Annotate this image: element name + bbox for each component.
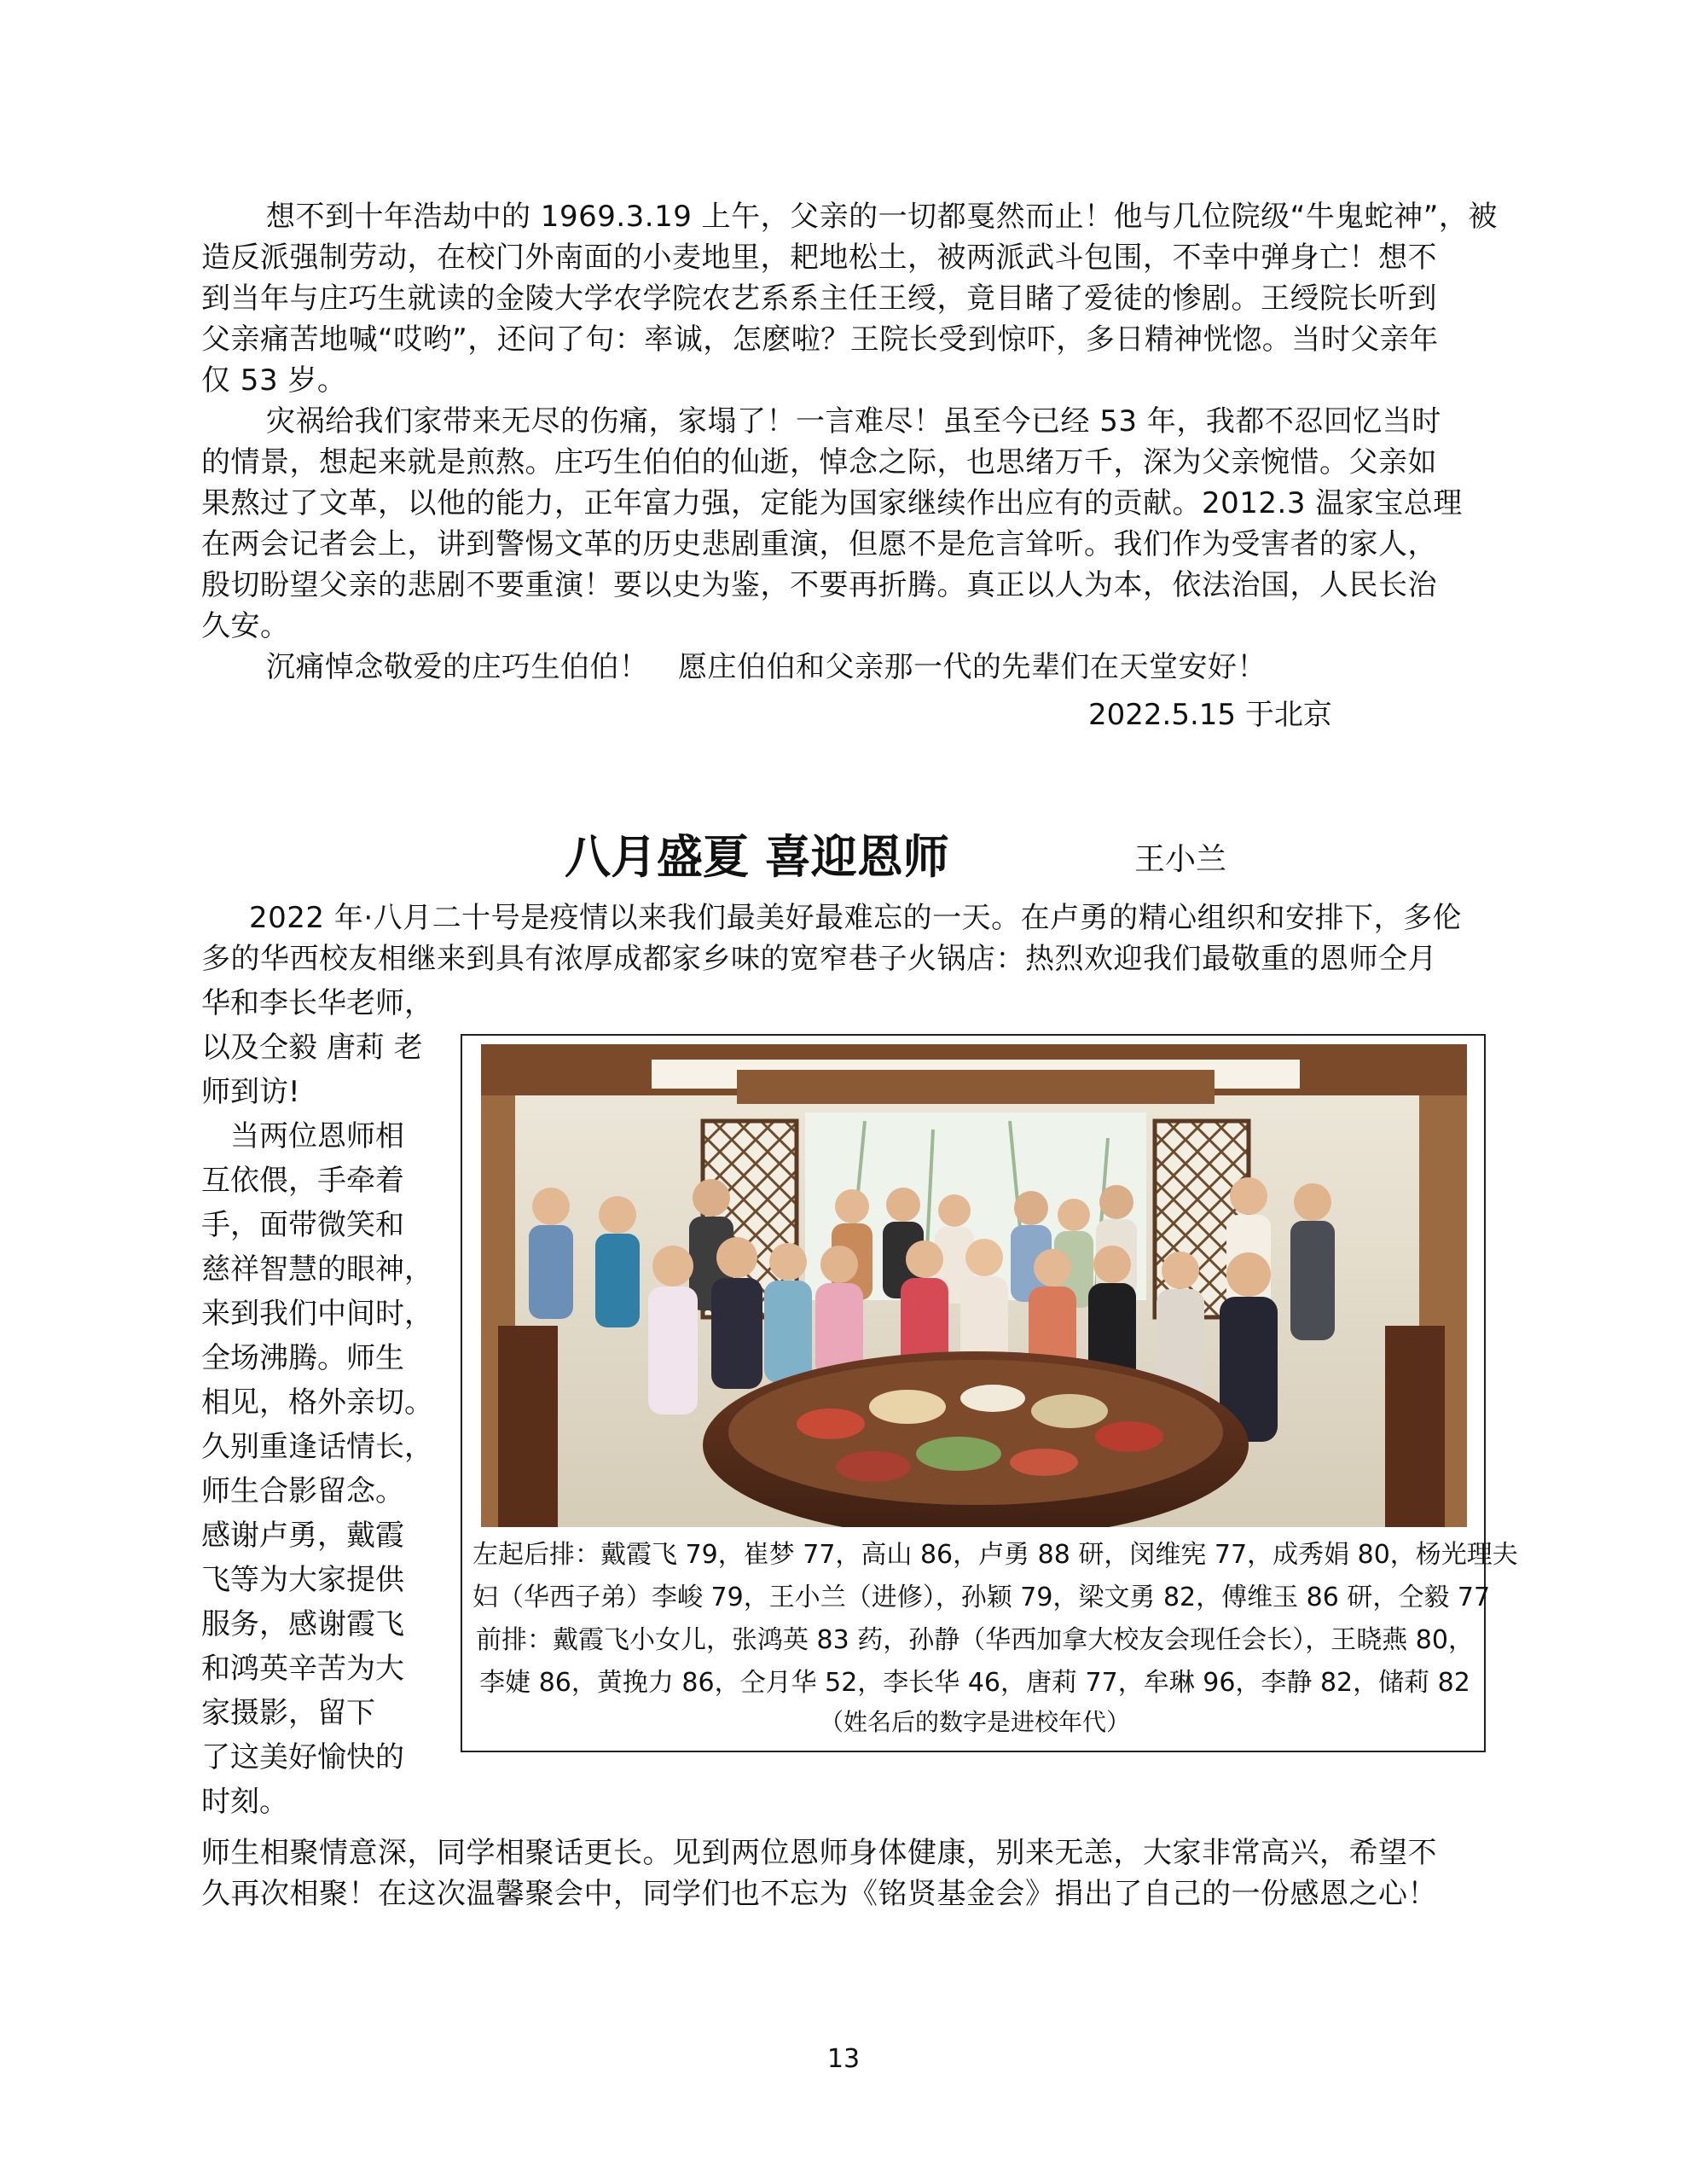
text-line: 沉痛悼念敬爱的庄巧生伯伯！ 愿庄伯伯和父亲那一代的先辈们在天堂安好！ — [266, 650, 1267, 684]
text-line: 师生合影留念。 — [201, 1474, 404, 1508]
photo-caption-line: 妇（华西子弟）李峻 79，王小兰（进修），孙颖 79，梁文勇 82，傅维玉 86 研，仝毅 77 — [472, 1583, 1491, 1612]
photo-caption-line: 左起后排：戴霞飞 79，崔梦 77，高山 86，卢勇 88 研，闵维宪 77，成秀娟 80，杨光理夫 — [472, 1540, 1518, 1570]
text-line: 想不到十年浩劫中的 1969.3.19 上午，父亲的一切都戛然而止！他与几位院级“牛鬼蛇神”，被 — [266, 200, 1498, 234]
text-line: 以及仝毅 唐莉 老 — [201, 1031, 423, 1065]
article-author: 王小兰 — [1134, 842, 1227, 877]
article1-paragraph-1 — [201, 196, 1498, 401]
text-line: 服务，感谢霞飞 — [201, 1607, 404, 1641]
page-number: 13 — [826, 2044, 861, 2074]
text-line: 全场沸腾。师生 — [201, 1341, 404, 1375]
text-line: 了这美好愉快的 — [201, 1740, 404, 1774]
text-line: 师生相聚情意深，同学相聚话更长。见到两位恩师身体健康，别来无恙，大家非常高兴，希望不 — [201, 1836, 1437, 1870]
text-line: 和鸿英辛苦为大 — [201, 1652, 404, 1686]
text-line: 2022 年·八月二十号是疫情以来我们最美好最难忘的一天。在卢勇的精心组织和安排下，多伦 — [249, 901, 1463, 935]
group-photo-illustration — [481, 1044, 1467, 1527]
text-line: 当两位恩师相 — [201, 1119, 404, 1153]
text-line: 到当年与庄巧生就读的金陵大学农学院农艺系系主任王绶，竟目睹了爱徒的惨剧。王绶院长听到 — [201, 282, 1437, 316]
text-line: 家摄影，留下 — [201, 1696, 375, 1730]
text-line: 互依偎，手牵着 — [201, 1164, 404, 1198]
signature-date: 2022.5.15 于北京 — [1088, 698, 1332, 732]
article2-closing — [201, 1833, 1489, 1914]
text-line: 灾祸给我们家带来无尽的伤痛，家塌了！一言难尽！虽至今已经 53 年，我都不忍回忆当时 — [266, 404, 1441, 439]
article-title: 八月盛夏 喜迎恩师 — [565, 830, 949, 884]
group-photo — [481, 1044, 1467, 1527]
photo-caption-line: 前排：戴霞飞小女儿，张鸿英 83 药，孙静（华西加拿大校友会现任会长），王晓燕 80， — [476, 1625, 1474, 1655]
article2-intro — [201, 897, 1489, 979]
text-line: 久再次相聚！在这次温馨聚会中，同学们也不忘为《铭贤基金会》捐出了自己的一份感恩之心！ — [201, 1877, 1437, 1911]
text-line: 华和李长华老师， — [201, 986, 433, 1020]
text-line: 在两会记者会上，讲到警惕文革的历史悲剧重演，但愿不是危言耸听。我们作为受害者的家人， — [201, 527, 1437, 561]
photo-caption-line: 李婕 86，黄挽力 86，仝月华 52，李长华 46，唐莉 77，牟琳 96，李静 82，储莉 82 — [479, 1668, 1470, 1698]
text-line: 来到我们中间时， — [201, 1297, 433, 1331]
text-line: 师到访! — [201, 1075, 300, 1109]
text-line: 久安。 — [201, 609, 290, 643]
text-line: 久别重逢话情长， — [201, 1430, 433, 1464]
text-line: 时刻。 — [201, 1785, 288, 1819]
text-line: 父亲痛苦地喊“哎哟”，还问了句：率诚，怎麽啦？王院长受到惊吓，多日精神恍惚。当时父亲年 — [201, 322, 1439, 357]
text-line: 殷切盼望父亲的悲剧不要重演！要以史为鉴，不要再折腾。真正以人为本，依法治国，人民长治 — [201, 568, 1437, 602]
article1-paragraph-2 — [201, 401, 1489, 647]
photo-figure — [461, 1034, 1518, 1752]
text-line: 手，面带微笑和 — [201, 1208, 404, 1242]
text-line: 的情景，想起来就是煎熬。庄巧生伯伯的仙逝，悼念之际，也思绪万千，深为父亲惋惜。父亲如 — [201, 445, 1437, 479]
text-line: 感谢卢勇，戴霞 — [201, 1519, 404, 1553]
photo-caption-note: （姓名后的数字是进校年代） — [819, 1708, 1130, 1736]
text-line: 多的华西校友相继来到具有浓厚成都家乡味的宽窄巷子火锅店：热烈欢迎我们最敬重的恩师仝月 — [201, 942, 1437, 976]
text-line: 相见，格外亲切。 — [201, 1385, 433, 1420]
text-line: 飞等为大家提供 — [201, 1563, 404, 1597]
article1-paragraph-3 — [201, 647, 1489, 688]
text-line: 果熬过了文革，以他的能力，正年富力强，定能为国家继续作出应有的贡献。2012.3 温家宝总理 — [201, 486, 1463, 520]
article2-side-text — [201, 981, 466, 1824]
text-line: 造反派强制劳动，在校门外南面的小麦地里，耙地松土，被两派武斗包围，不幸中弹身亡！想不 — [201, 241, 1437, 275]
text-line: 仅 53 岁。 — [201, 363, 347, 398]
text-line: 慈祥智慧的眼神， — [201, 1252, 433, 1287]
